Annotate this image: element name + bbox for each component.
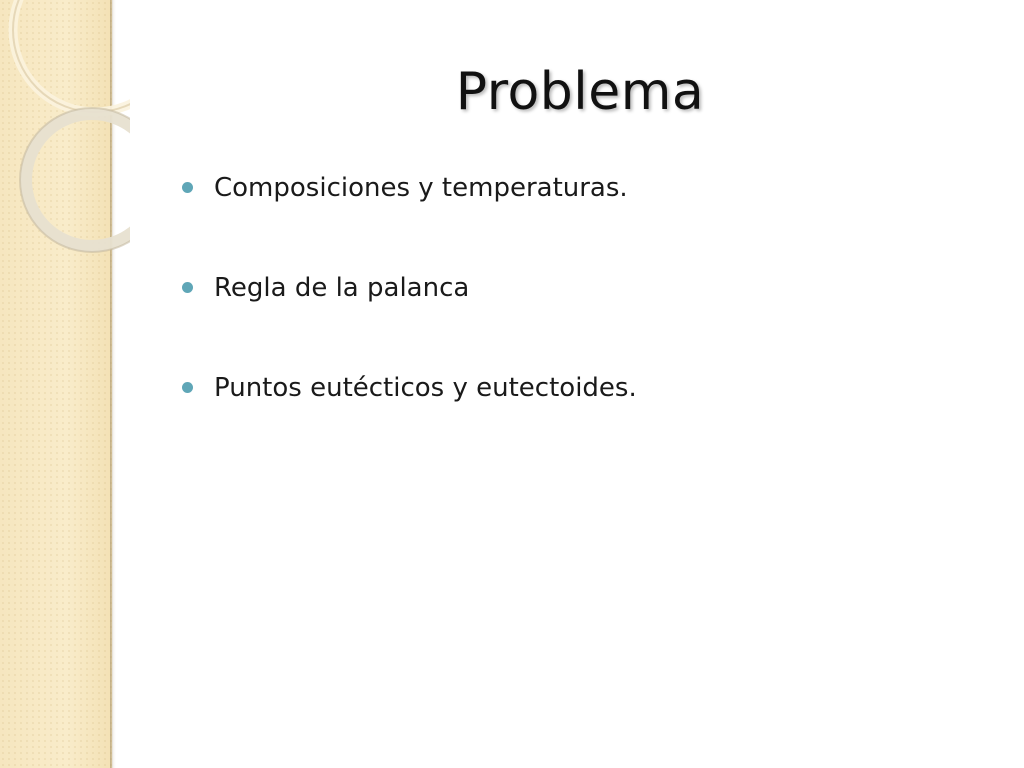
bullet-item bbox=[182, 166, 637, 266]
decorative-rings bbox=[0, 0, 130, 260]
bullet-item bbox=[182, 266, 637, 366]
bullet-item bbox=[182, 366, 637, 466]
bullet-list bbox=[182, 166, 637, 466]
slide-title: Problema bbox=[455, 62, 705, 122]
bullet-marker-icon bbox=[182, 282, 193, 293]
bullet-text: Puntos eutécticos y eutectoides. bbox=[214, 373, 637, 403]
bullet-text: Composiciones y temperaturas. bbox=[214, 173, 628, 203]
bullet-text: Regla de la palanca bbox=[214, 273, 470, 303]
bullet-marker-icon bbox=[182, 382, 193, 393]
decorative-ring-middle-shadow bbox=[20, 108, 130, 252]
bullet-marker-icon bbox=[182, 182, 193, 193]
decorative-ring-middle bbox=[26, 114, 130, 246]
